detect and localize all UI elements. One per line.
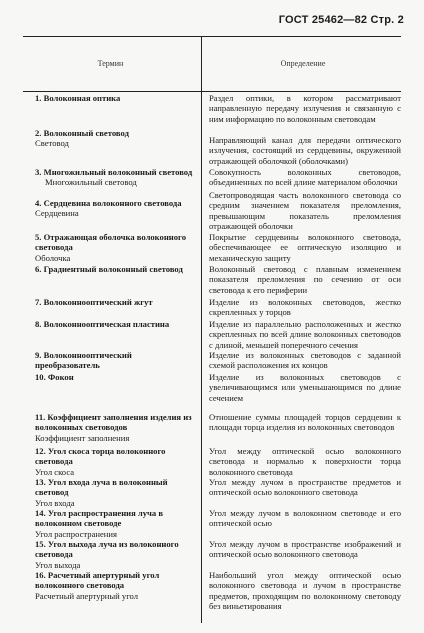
definition-text: Угол между лучом в пространстве изображений и оптической осью волоконного световода	[209, 539, 401, 560]
term-item	[35, 167, 197, 188]
definition-text: Отношение суммы площадей торцов сердцевин к площади торца изделия из волоконных световодов	[209, 412, 401, 433]
definition-text: Изделие из волоконных световодов с увеличивающимся или уменьшающимся по длине сечением	[209, 372, 401, 403]
definition-text: Изделие из волоконных световодов, жестко скрепленных у торцов	[209, 297, 401, 318]
term-item	[35, 372, 197, 382]
term-name: 14. Угол распространения луча в волоконном световоде	[35, 508, 163, 529]
definition-text: Угол между оптической осью волоконного световода и нормалью к поверхности торца волоконного световода	[209, 446, 401, 477]
term-short: Расчетный апертурный угол	[35, 590, 138, 601]
term-name: 8. Волоконнооптическая пластина	[35, 319, 170, 329]
definition-text: Изделие из волоконных световодов с заданной схемой расположения их концов	[209, 350, 401, 371]
term-name: 7. Волоконнооптический жгут	[35, 297, 153, 307]
term-short: Угол выхода	[35, 559, 81, 570]
terms-table	[23, 36, 401, 623]
term-name: 16. Расчетный апертурный угол волоконного световода	[35, 570, 160, 591]
term-item	[35, 508, 197, 539]
header-divider	[23, 91, 401, 92]
term-item	[35, 477, 197, 508]
term-name: 5. Отражающая оболочка волоконного световода	[35, 232, 187, 253]
page-header: ГОСТ 25462—82 Стр. 2	[278, 14, 404, 26]
definition-text: Раздел оптики, в котором рассматривают направленную передачу излучения и связанную с ним информацию по волоконным световодам	[209, 93, 401, 124]
term-item	[35, 232, 197, 263]
term-name: 4. Сердцевина волоконного световода	[35, 198, 182, 208]
term-item	[35, 350, 197, 371]
definition-text: Покрытие сердцевины волоконного световода, обеспечивающее ее оптическую изоляцию и механическую защиту	[209, 232, 401, 263]
term-short: Угол входа	[35, 497, 75, 508]
definition-text: Угол между лучом в пространстве предметов и оптической осью волоконного световода	[209, 477, 401, 498]
term-name: 13. Угол входа луча в волоконный световод	[35, 477, 168, 498]
term-name: 1. Волоконная оптика	[35, 93, 121, 103]
term-item	[35, 297, 197, 307]
term-item	[35, 319, 197, 329]
term-short: Световод	[35, 138, 69, 149]
term-short: Многожильный световод	[45, 177, 137, 188]
term-short: Сердцевина	[35, 208, 79, 219]
term-name: 15. Угол выхода луча из волоконного световода	[35, 539, 179, 560]
term-item	[35, 128, 197, 149]
term-item	[35, 264, 197, 274]
definition-text: Угол между лучом в волоконном световоде и его оптической осью	[209, 508, 401, 529]
column-header-term: Термин	[97, 59, 124, 68]
term-name: 2. Волоконный световод	[35, 128, 129, 138]
term-name: 10. Фокон	[35, 372, 74, 382]
term-item	[35, 198, 197, 219]
definition-text: Светопроводящая часть волоконного световода со средним значением показателя преломления, превышающим показатель преломления отражающей оболочки	[209, 190, 401, 232]
definition-text: Наибольший угол между оптической осью волоконного световода и лучом в пространстве предметов, проходящим по волоконному световоду без виньетирования	[209, 570, 401, 612]
term-item	[35, 93, 197, 103]
definition-text: Изделие из параллельно расположенных и жестко скрепленных по всей длине волоконных световодов с длиной, меньшей поперечного сечения	[209, 319, 401, 350]
term-name: 9. Волоконнооптический преобразователь	[35, 350, 132, 371]
definition-text: Направляющий канал для передачи оптического излучения, состоящий из сердцевины, окруженной отражающей оболочкой (оболочками)	[209, 135, 401, 166]
definition-text: Совокупность волоконных световодов, объединенных по всей длине материалом оболочки	[209, 167, 401, 188]
term-name: 3. Многожильный волоконный световод	[35, 167, 193, 177]
term-short: Угол распространения	[35, 528, 117, 539]
term-short: Угол скоса	[35, 466, 75, 477]
column-divider	[201, 37, 202, 623]
term-short: Оболочка	[35, 252, 71, 263]
term-item	[35, 446, 197, 477]
term-short: Коэффициент заполнения	[35, 432, 130, 443]
term-item	[35, 570, 197, 601]
term-item	[35, 412, 197, 443]
column-header-definition: Определение	[280, 59, 326, 68]
term-name: 6. Градиентный волоконный световод	[35, 264, 183, 274]
definition-text: Волоконный световод с плавным изменением показателя преломления по сечению от оси световода к его периферии	[209, 264, 401, 295]
term-item	[35, 539, 197, 570]
term-name: 12. Угол скоса торца волоконного световода	[35, 446, 166, 467]
term-name: 11. Коэффициент заполнения изделия из волоконных световодов	[35, 412, 192, 433]
